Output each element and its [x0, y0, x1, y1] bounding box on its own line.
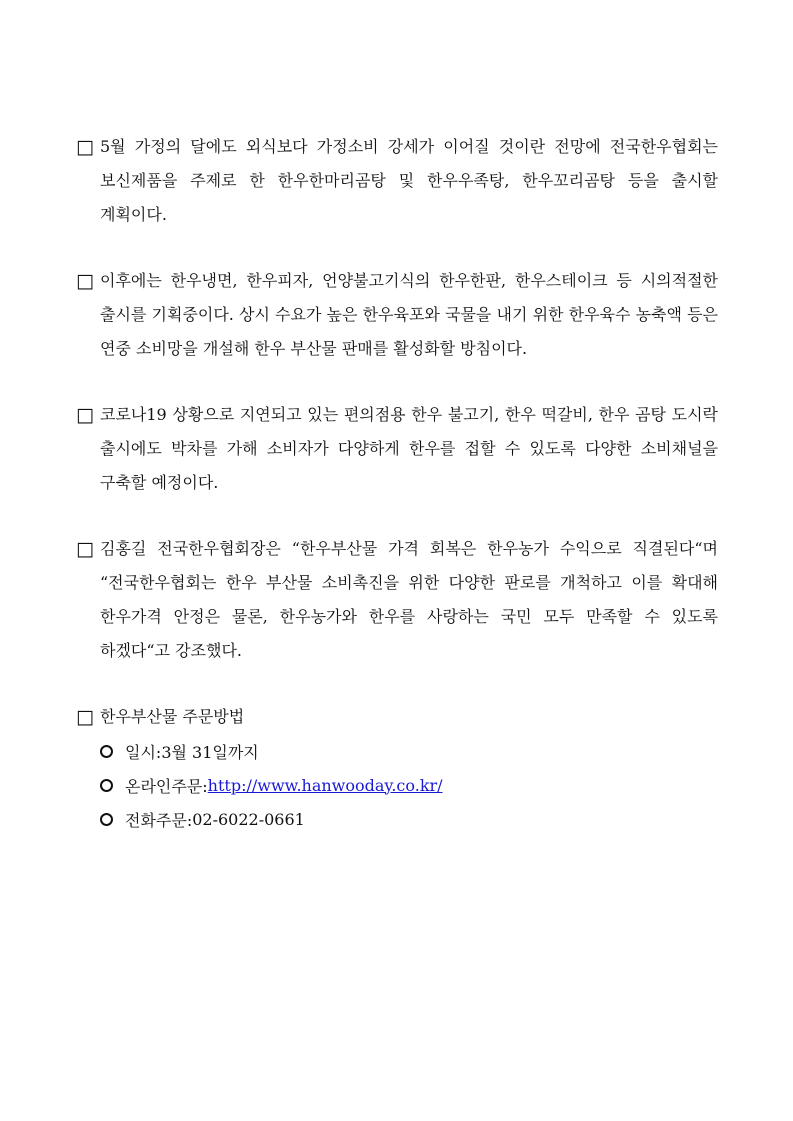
checkbox-marker: □	[76, 270, 94, 292]
paragraph-4	[76, 532, 718, 668]
paragraph-text: 코로나19 상황으로 지연되고 있는 편의점용 한우 불고기, 한우 떡갈비, 한우 곰탕 도시락 출시에도 박차를 가해 소비자가 다양하게 한우를 접할 수 있도록 다양한 소비채널을 구축할 예정이다.	[100, 405, 718, 492]
order-item-value: 02-6022-0661	[192, 809, 305, 829]
circle-bullet-icon	[100, 779, 113, 792]
checkbox-marker: □	[76, 538, 94, 560]
paragraph-2	[76, 264, 718, 366]
paragraph-text: 이후에는 한우냉면, 한우피자, 언양불고기식의 한우한판, 한우스테이크 등 시의적절한 출시를 기획중이다. 상시 수요가 높은 한우육포와 국물을 내기 위한 한우육수 농축액 등은 연중 소비망을 개설해 한우 부산물 판매를 활성화할 방침이다.	[100, 271, 718, 358]
checkbox-marker: □	[76, 404, 94, 426]
document-body	[76, 130, 718, 836]
order-item-label: 일시:	[125, 742, 162, 762]
circle-bullet-icon	[100, 745, 113, 758]
order-item-online	[76, 768, 718, 802]
order-website-link[interactable]: http://www.hanwooday.co.kr/	[207, 775, 443, 795]
order-section-heading	[76, 700, 718, 734]
checkbox-marker: □	[76, 706, 94, 728]
order-methods-list	[76, 734, 718, 836]
paragraph-3	[76, 398, 718, 500]
circle-bullet-icon	[100, 813, 113, 826]
order-item-label: 전화주문:	[125, 810, 193, 830]
paragraph-text: 김홍길 전국한우협회장은 “한우부산물 가격 회복은 한우농가 수익으로 직결된다“며 “전국한우협회는 한우 부산물 소비촉진을 위한 다양한 판로를 개척하고 이를 확대해 한우가격 안정은 물론, 한우농가와 한우를 사랑하는 국민 모두 만족할 수 있도록 하겠다“고 강조했다.	[100, 539, 718, 660]
paragraph-text: 5월 가정의 달에도 외식보다 가정소비 강세가 이어질 것이란 전망에 전국한우협회는 보신제품을 주제로 한 한우한마리곰탕 및 한우우족탕, 한우꼬리곰탕 등을 출시할 계획이다.	[100, 137, 718, 224]
order-item-label: 온라인주문:	[125, 776, 208, 796]
paragraph-1	[76, 130, 718, 232]
order-item-date	[76, 734, 718, 768]
order-item-value: 3월 31일까지	[161, 742, 259, 762]
checkbox-marker: □	[76, 136, 94, 158]
order-item-phone	[76, 802, 718, 836]
order-section-title: 한우부산물 주문방법	[100, 707, 245, 726]
